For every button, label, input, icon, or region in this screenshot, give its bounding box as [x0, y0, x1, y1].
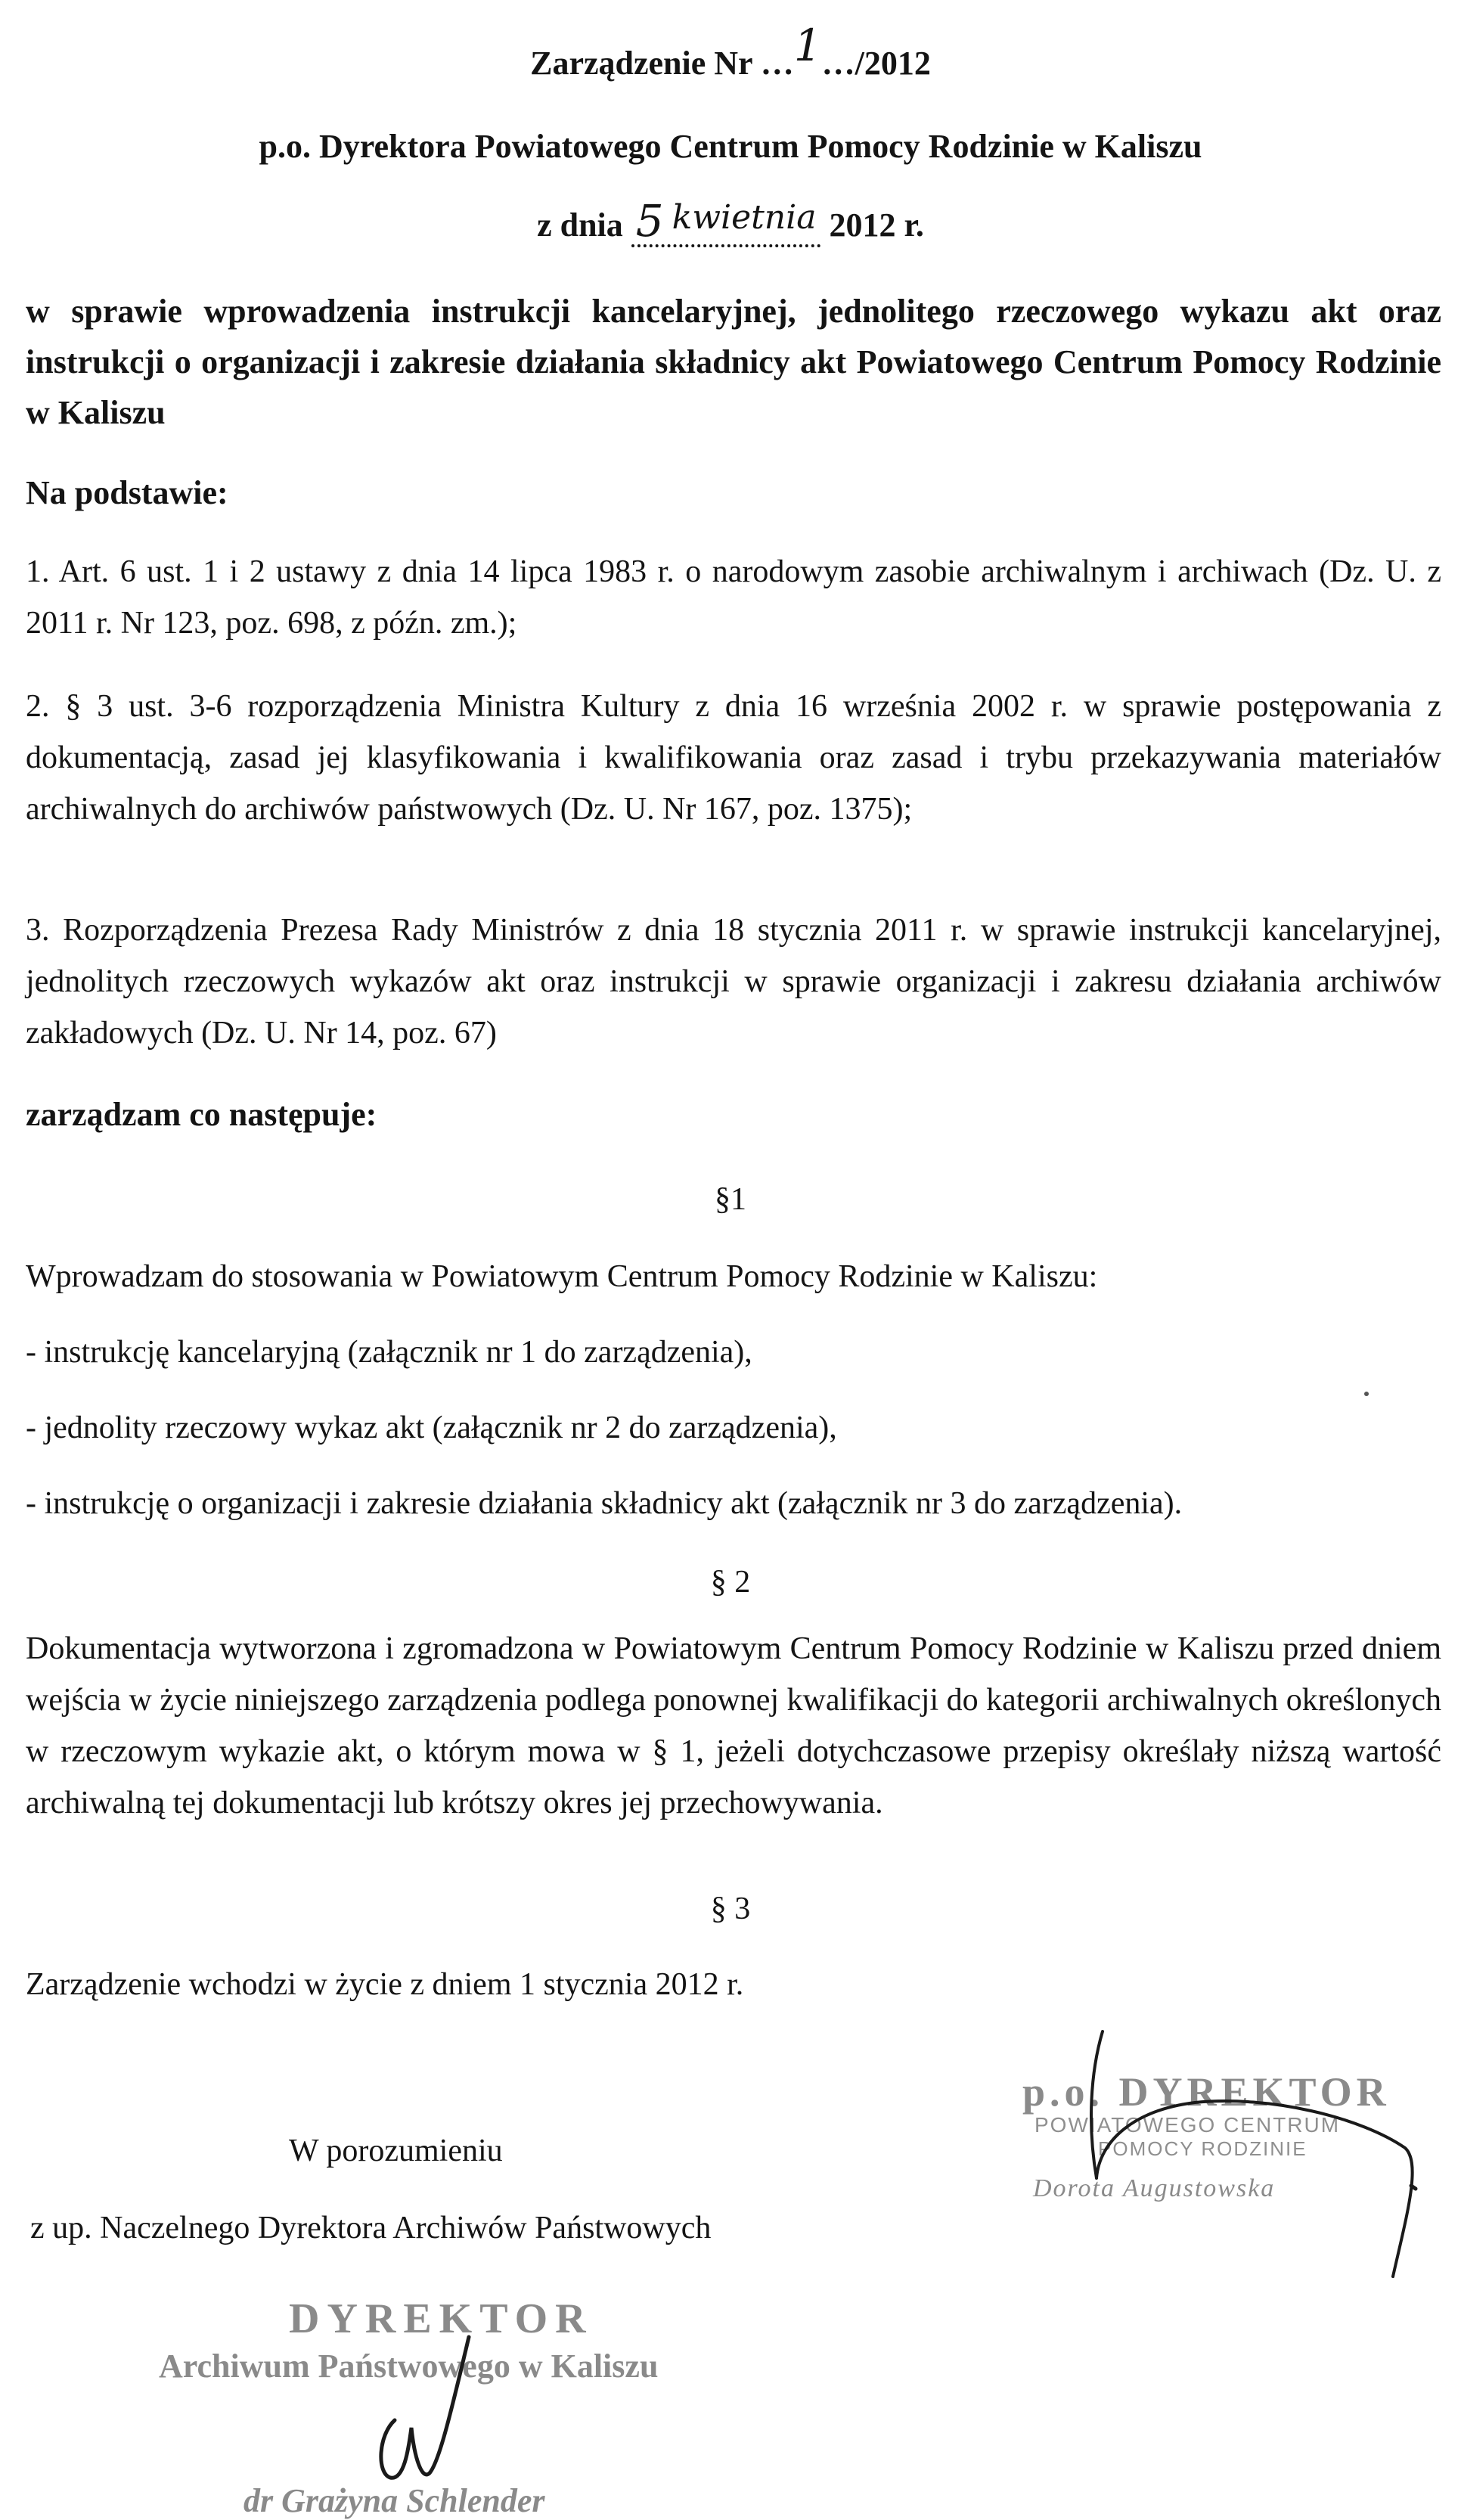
handwritten-date-month: kwietnia: [672, 198, 817, 237]
stamp-name: Dorota Augustowska: [1033, 2174, 1276, 2202]
subject-paragraph: w sprawie wprowadzenia instrukcji kancelaryjnej, jednolitego rzeczowego wykazu akt oraz instrukcji o organizacji i zakresie działania składnicy akt Powiatowego Centrum Pomocy Rodzinie w Kaliszu: [26, 293, 1441, 431]
handwritten-date-day: 5: [635, 195, 664, 247]
archive-signature: [355, 2329, 492, 2496]
scan-speck: [1364, 1392, 1369, 1396]
order-prefix: Zarządzenie Nr: [530, 45, 761, 82]
date-prefix: z dnia: [537, 206, 631, 244]
archive-stamp-line-2: Archiwum Państwowego w Kaliszu: [159, 2348, 659, 2385]
section-2-symbol: § 2: [710, 1565, 751, 1600]
section-1-item-1: - instrukcję kancelaryjną (załącznik nr 1 do zarządzenia),: [26, 1335, 752, 1370]
issuer-line: p.o. Dyrektora Powiatowego Centrum Pomocy Rodzinie w Kaliszu: [259, 128, 1202, 165]
director-signature: [1044, 2027, 1437, 2284]
section-1-item-2: - jednolity rzeczowy wykaz akt (załącznik nr 2 do zarządzenia),: [26, 1411, 837, 1445]
handwritten-date: [631, 195, 821, 247]
basis-item-3: 3. Rozporządzenia Prezesa Rady Ministrów z dnia 18 stycznia 2011 r. w sprawie instrukcji kancelaryjnej, jednolitych rzeczowych wykazów akt oraz instrukcji w sprawie organizacji i zakresu działania archiwów zakładowych (Dz. U. Nr 14, poz. 67): [26, 913, 1441, 1051]
order-dots-before: …: [760, 45, 794, 82]
section-3-text: Zarządzenie wchodzi w życie z dniem 1 stycznia 2012 r.: [26, 1967, 744, 2002]
handwritten-order-number: 1: [793, 20, 822, 71]
order-title: [0, 20, 1461, 89]
section-1-symbol: §1: [715, 1182, 746, 1217]
order-dots-after: …/2012: [821, 45, 931, 82]
stamp-title: p.o. DYREKTOR: [1022, 2069, 1391, 2115]
agreement-line-2: z up. Naczelnego Dyrektora Archiwów Państwowych: [30, 2211, 712, 2245]
date-suffix: 2012 r.: [820, 206, 924, 244]
basis-item-1: 1. Art. 6 ust. 1 i 2 ustawy z dnia 14 lipca 1983 r. o narodowym zasobie archiwalnym i archiwach (Dz. U. z 2011 r. Nr 123, poz. 698, z późn. zm.);: [26, 554, 1441, 641]
section-2-text: Dokumentacja wytworzona i zgromadzona w Powiatowym Centrum Pomocy Rodzinie w Kaliszu przed dniem wejścia w życie niniejszego zarządzenia podlega ponownej kwalifikacji do kategorii archiwalnych określonych w rzeczowym wykazie akt, o którym mowa w § 1, jeżeli dotychczasowe przepisy określały niższą wartość archiwalną tej dokumentacji lub krótszy okres jej przechowywania.: [26, 1631, 1441, 1820]
decree-intro: zarządzam co następuje:: [26, 1096, 377, 1133]
basis-heading: Na podstawie:: [26, 474, 228, 511]
stamp-line-2: POWIATOWEGO CENTRUM: [1034, 2113, 1341, 2137]
section-1-intro: Wprowadzam do stosowania w Powiatowym Centrum Pomocy Rodzinie w Kaliszu:: [26, 1259, 1098, 1294]
archive-stamp-name: dr Grażyna Schlender: [244, 2482, 545, 2519]
basis-item-2: 2. § 3 ust. 3-6 rozporządzenia Ministra Kultury z dnia 16 września 2002 r. w sprawie postępowania z dokumentacją, zasad jej klasyfikowania i kwalifikowania oraz zasad i trybu przekazywania materiałów archiwalnych do archiwów państwowych (Dz. U. Nr 167, poz. 1375);: [26, 689, 1441, 827]
agreement-line-1: W porozumieniu: [289, 2134, 503, 2168]
date-line: [0, 195, 1461, 251]
stamp-line-3: POMOCY RODZINIE: [1098, 2137, 1307, 2160]
section-3-symbol: § 3: [710, 1892, 751, 1926]
section-1-item-3: - instrukcję o organizacji i zakresie działania składnicy akt (załącznik nr 3 do zarządzenia).: [26, 1486, 1183, 1521]
archive-stamp-title: DYREKTOR: [289, 2295, 594, 2342]
